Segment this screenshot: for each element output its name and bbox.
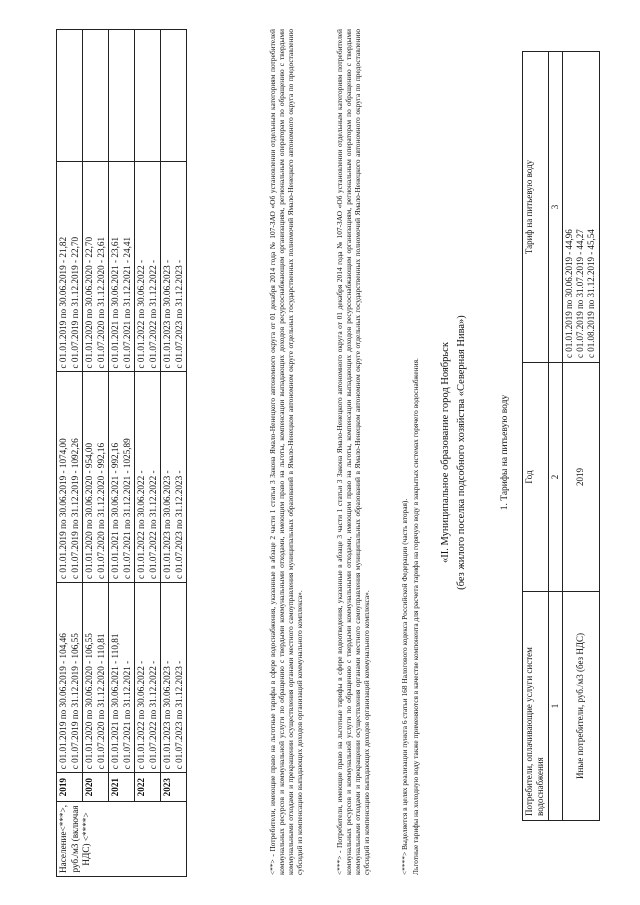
column-number: 2	[548, 363, 562, 592]
tariff-cell: с 01.01.2022 по 30.06.2022 - с 01.07.2022 по 31.12.2022 -	[135, 372, 161, 583]
table-number-row	[548, 52, 562, 821]
table-row	[161, 30, 187, 877]
table-header-row	[523, 52, 549, 821]
footnote: Льготные тарифы на холодную воду также применяются в качестве компонента для расчета тарифа на горячую воду в закрытых системах горячего водоснабжения.	[411, 358, 420, 875]
tariff-cell: с 01.01.2023 по 30.06.2023 - с 01.07.2023 по 31.12.2023 -	[161, 372, 187, 583]
tariff-cell: с 01.01.2021 по 30.06.2021 - 23,61 с 01.07.2021 по 31.12.2021 - 24,41	[109, 161, 135, 372]
section-subtitle: (без жилого поселка подсобного хозяйства «Северная Нива»)	[456, 315, 467, 590]
tariff-cell: с 01.01.2023 по 30.06.2023 - с 01.07.2023 по 31.12.2023 -	[161, 582, 187, 772]
population-header-cell: Население<***>, руб./м3 (включая НДС) <****>	[57, 802, 187, 877]
table-row	[109, 30, 135, 877]
footnote: <**> - Потребители, имеющие право на льготные тарифы в сфере водоснабжения, указанные в абзаце 2 части 1 статьи 3 Закона Ямало-Ненецкого автономного округа от 01 декабря 2014 года № 107-ЗАО «Об установлении отдельным категориям потребителей коммунальных ресурсов и коммунальной услуги по обращению с твердыми коммунальными отходами, имеющим право на льготы, компенсации выпадающих доходов ресурсоснабжающим организациям, региональным операторам по обращению с твердыми коммунальными отходами и прекращении осуществления органами местного самоуправления муниципальных образований в Ямало-Ненецком автономном округе отдельных государственных полномочий Ямало-Ненецкого автономного округа по предоставлению субсидий из компенсацию выпадающих доходов организаций коммунального комплекса».	[268, 29, 305, 875]
empty-cell	[109, 30, 135, 162]
tariff-table-preferential	[56, 29, 187, 877]
tariff-cell: с 01.01.2021 по 30.06.2021 - 992,16 с 01.07.2021 по 31.12.2021 - 1025,89	[109, 372, 135, 583]
table-row	[83, 30, 109, 877]
tariff-cell: с 01.01.2019 по 30.06.2019 - 1074,00 с 01.07.2019 по 31.12.2019 - 1092,26	[57, 372, 83, 583]
tariff-cell: с 01.01.2022 по 30.06.2022 - с 01.07.2022 по 31.12.2022 -	[135, 582, 161, 772]
consumer-cell: Иные потребители, руб./м3 (без НДС)	[562, 592, 599, 821]
column-header: Год	[523, 363, 549, 592]
empty-cell	[57, 30, 83, 162]
tariff-cell: с 01.01.2019 по 30.06.2019 - 44,96 с 01.07.2019 по 31.07.2019 - 44,27 с 01.08.2019 по 31.12.2019 - 45,54	[562, 52, 599, 363]
empty-cell	[83, 30, 109, 162]
tariff-cell: с 01.01.2023 по 30.06.2023 - с 01.07.2023 по 31.12.2023 -	[161, 161, 187, 372]
tariff-cell: с 01.01.2019 по 30.06.2019 - 21,82 с 01.07.2019 по 31.12.2019 - 22,70	[57, 161, 83, 372]
year-cell: 2021	[109, 773, 135, 802]
year-cell: 2023	[161, 773, 187, 802]
tariff-cell: с 01.01.2022 по 30.06.2022 - с 01.07.2022 по 31.12.2022 -	[135, 161, 161, 372]
year-cell: 2019	[57, 773, 83, 802]
year-cell: 2020	[83, 773, 109, 802]
year-cell: 2022	[135, 773, 161, 802]
subsection-heading: 1. Тарифы на питьевую воду	[500, 394, 510, 511]
footnote: <***> - Потребители, имеющие право на льготные тарифы в сфере водоотведения, указанные в абзаце 3 части 1 статьи 3 Закона Ямало-Ненецкого автономного округа от 01 декабря 2014 года № 107-ЗАО «Об установлении отдельным категориям потребителей коммунальных ресурсов и коммунальной услуги по обращению с твердыми коммунальными отходами, имеющим право на льготы, компенсации выпадающих доходов ресурсоснабжающим организациям, региональным операторам по обращению с твердыми коммунальными отходами и прекращении осуществления органами местного самоуправления муниципальных образований в Ямало-Ненецком автономном округе отдельных государственных полномочий Ямало-Ненецкого автономного округа по предоставлению субсидий из компенсацию выпадающих доходов организаций коммунального комплекса».	[335, 29, 372, 875]
column-header: Тариф на питьевую воду	[523, 52, 549, 363]
tariff-cell: с 01.01.2020 по 30.06.2020 - 106,55 с 01.07.2020 по 31.12.2020 - 110,81	[83, 582, 109, 772]
table-row	[562, 52, 599, 821]
column-header: Потребители, оплачивающие услуги систем водоснабжения	[523, 592, 549, 821]
column-number: 1	[548, 592, 562, 821]
section-title: «II. Муниципальное образование город Ноябрьск	[440, 342, 451, 563]
table-row	[57, 30, 83, 877]
tariff-cell: с 01.01.2020 по 30.06.2020 - 22,70 с 01.07.2020 по 31.12.2020 - 23,61	[83, 161, 109, 372]
tariff-table-drinking-water	[522, 51, 600, 821]
year-cell: 2019	[562, 363, 599, 592]
column-number: 3	[548, 52, 562, 363]
table-row	[135, 30, 161, 877]
empty-cell	[135, 30, 161, 162]
empty-cell	[161, 30, 187, 162]
tariff-cell: с 01.01.2021 по 30.06.2021 - 110,81 с 01.07.2021 по 31.12.2021 -	[109, 582, 135, 772]
tariff-cell: с 01.01.2019 по 30.06.2019 - 104,46 с 01.07.2019 по 31.12.2019 - 106,55	[57, 582, 83, 772]
footnote: <****> Выделяется в целях реализации пункта 6 статьи 168 Налогового кодекса Российской Федерации (часть вторая).	[400, 498, 409, 875]
tariff-cell: с 01.01.2020 по 30.06.2020 - 954,00 с 01.07.2020 по 31.12.2020 - 992,16	[83, 372, 109, 583]
